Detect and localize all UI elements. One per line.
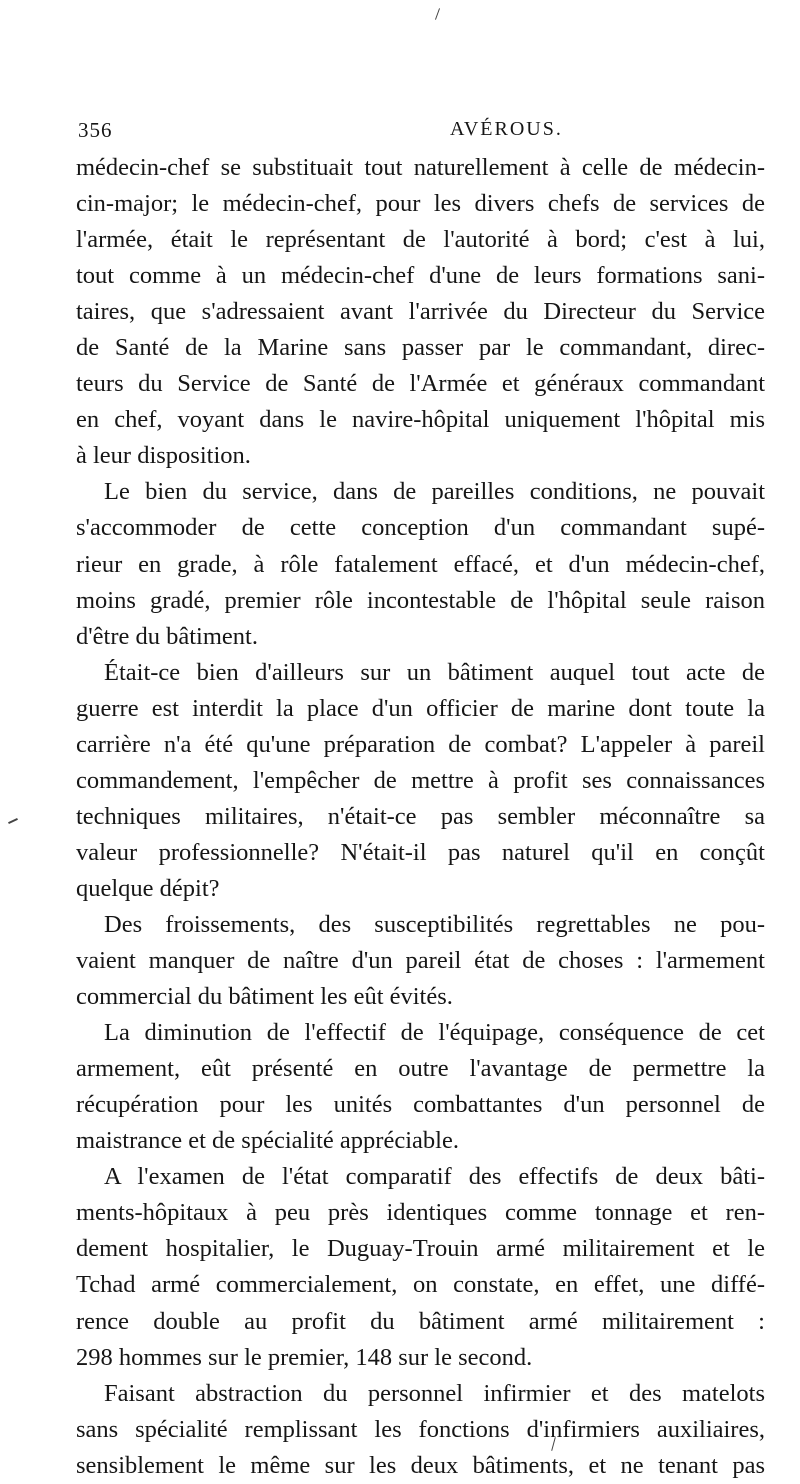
text-line: vaient manquer de naître d'un pareil état de choses : l'armement	[76, 947, 765, 975]
text-line: l'armée, était le représentant de l'autorité à bord; c'est à lui,	[76, 226, 765, 254]
stray-ink-mark-top	[435, 8, 440, 20]
text-line: maistrance et de spécialité appréciable.	[76, 1127, 459, 1155]
page-header	[78, 118, 758, 148]
text-line: d'être du bâtiment.	[76, 622, 258, 650]
text-line: sans spécialité remplissant les fonctions d'infirmiers auxiliaires,	[76, 1415, 765, 1443]
paragraph-first-line: La diminution de l'effectif de l'équipage, conséquence de cet	[104, 1019, 765, 1047]
text-line: valeur professionnelle? N'était-il pas naturel qu'il en conçût	[76, 838, 765, 866]
paragraph-first-line: Était-ce bien d'ailleurs sur un bâtiment auquel tout acte de	[104, 658, 765, 686]
paragraph-first-line: Faisant abstraction du personnel infirmier et des matelots	[104, 1379, 765, 1407]
text-line: médecin-chef se substituait tout naturellement à celle de médecin-	[76, 154, 765, 181]
running-head: AVÉROUS.	[450, 118, 563, 140]
text-line: ments-hôpitaux à peu près identiques comme tonnage et ren-	[76, 1199, 765, 1227]
paragraph-first-line: A l'examen de l'état comparatif des effectifs de deux bâti-	[104, 1163, 765, 1191]
text-line: à leur disposition.	[76, 442, 251, 470]
text-line: guerre est interdit la place d'un officier de marine dont toute la	[76, 694, 765, 722]
text-line: techniques militaires, n'était-ce pas sembler méconnaître sa	[76, 802, 765, 830]
text-line: quelque dépit?	[76, 874, 220, 902]
text-line: tout comme à un médecin-chef d'une de leurs formations sani-	[76, 262, 765, 290]
text-line: teurs du Service de Santé de l'Armée et généraux commandant	[76, 370, 765, 398]
text-line: commandement, l'empêcher de mettre à profit ses connaissances	[76, 766, 765, 794]
text-line: récupération pour les unités combattantes d'un personnel de	[76, 1091, 765, 1119]
text-line: dement hospitalier, le Duguay-Trouin armé militairement et le	[76, 1235, 765, 1263]
paragraph-first-line: Le bien du service, dans de pareilles conditions, ne pouvait	[104, 478, 765, 506]
text-line: moins gradé, premier rôle incontestable de l'hôpital seule raison	[76, 586, 765, 614]
text-line: rieur en grade, à rôle fatalement effacé, et d'un médecin-chef,	[76, 550, 765, 578]
text-line: rence double au profit du bâtiment armé militairement :	[76, 1307, 765, 1335]
text-line: cin-major; le médecin-chef, pour les divers chefs de services de	[76, 190, 765, 218]
text-line: armement, eût présenté en outre l'avantage de permettre la	[76, 1055, 765, 1083]
text-line: s'accommoder de cette conception d'un commandant supé-	[76, 514, 765, 542]
text-line: carrière n'a été qu'une préparation de combat? L'appeler à pareil	[76, 730, 765, 758]
text-line: 298 hommes sur le premier, 148 sur le second.	[76, 1343, 533, 1371]
text-line: en chef, voyant dans le navire-hôpital uniquement l'hôpital mis	[76, 406, 765, 434]
paragraph-first-line: Des froissements, des susceptibilités regrettables ne pou-	[104, 910, 765, 938]
text-line: Tchad armé commercialement, on constate, en effet, une diffé-	[76, 1271, 765, 1299]
text-line: de Santé de la Marine sans passer par le commandant, direc-	[76, 334, 765, 362]
text-line: taires, que s'adressaient avant l'arrivée du Directeur du Service	[76, 298, 765, 326]
stray-ink-mark-margin	[8, 818, 18, 824]
text-line: sensiblement le même sur les deux bâtiments, et ne tenant pas	[76, 1451, 765, 1479]
body-text	[76, 150, 765, 1484]
text-line: commercial du bâtiment les eût évités.	[76, 983, 453, 1011]
page-number: 356	[78, 118, 113, 142]
